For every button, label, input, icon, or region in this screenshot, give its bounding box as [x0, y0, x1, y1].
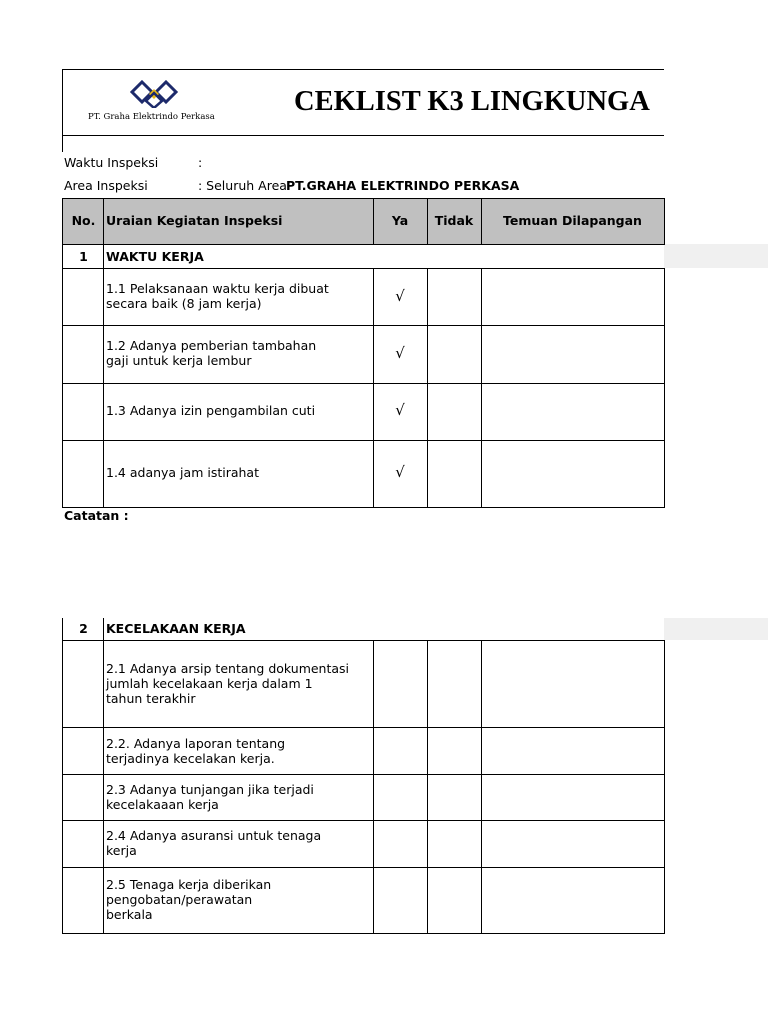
item-2-4-text: 2.4 Adanya asuransi untuk tenaga kerja [106, 828, 322, 858]
logo-diamonds-icon [130, 80, 180, 108]
grid-hline [62, 820, 665, 821]
grid-hline [62, 268, 665, 269]
company-logo [130, 80, 180, 108]
area-label: Area Inspeksi [64, 178, 148, 193]
header-temuan: Temuan Dilapangan [503, 213, 642, 228]
item-1-4-ya-check: √ [395, 463, 405, 481]
grid-vline [103, 618, 104, 640]
grid-vline [62, 198, 63, 244]
header-no: No. [71, 213, 96, 228]
grid-vline [664, 198, 665, 244]
grid-vline [373, 268, 374, 507]
document-title: CEKLIST K3 LINGKUNGA [294, 86, 650, 117]
item-1-1-text: 1.1 Pelaksanaan waktu kerja dibuat secara baik (8 jam kerja) [106, 281, 329, 311]
header-top-border [62, 69, 664, 70]
grid-vline [427, 640, 428, 933]
catatan-label: Catatan : [64, 508, 129, 523]
grid-hline [62, 727, 665, 728]
item-1-2-ya-check: √ [395, 344, 405, 362]
area-prefix: : Seluruh Area [198, 178, 287, 193]
item-2-5-text: 2.5 Tenaga kerja diberikan pengobatan/perawatan berkala [106, 877, 272, 922]
item-1-4-text: 1.4 adanya jam istirahat [106, 465, 259, 480]
grid-vline [481, 268, 482, 507]
section-2-row-bg [664, 618, 768, 640]
grid-vline [427, 268, 428, 507]
grid-hline [62, 383, 665, 384]
grid-hline [62, 507, 665, 508]
header-ya: Ya [391, 213, 409, 228]
item-1-1-ya-check: √ [395, 287, 405, 305]
grid-vline [103, 198, 104, 244]
grid-hline [62, 244, 665, 245]
company-name: PT. Graha Elektrindo Perkasa [88, 112, 215, 122]
header-uraian: Uraian Kegiatan Inspeksi [106, 213, 283, 228]
grid-hline [62, 198, 665, 199]
item-1-2-text: 1.2 Adanya pemberian tambahan gaji untuk kerja lembur [106, 338, 317, 368]
section-2-no: 2 [79, 621, 88, 636]
section-1-title: WAKTU KERJA [106, 249, 204, 264]
grid-vline [664, 268, 665, 507]
waktu-colon: : [198, 155, 203, 170]
header-left-border [62, 69, 63, 152]
header-bottom-border [62, 135, 664, 136]
grid-vline [103, 640, 104, 933]
grid-vline [481, 640, 482, 933]
grid-hline [62, 933, 665, 934]
grid-vline [62, 618, 63, 640]
grid-vline [373, 198, 374, 244]
header-tidak: Tidak [434, 213, 474, 228]
grid-hline [62, 640, 665, 641]
grid-hline [62, 325, 665, 326]
grid-vline [103, 244, 104, 268]
grid-vline [427, 198, 428, 244]
grid-hline [62, 440, 665, 441]
grid-vline [664, 640, 665, 933]
item-1-3-text: 1.3 Adanya izin pengambilan cuti [106, 403, 316, 418]
grid-hline [62, 774, 665, 775]
item-1-3-ya-check: √ [395, 401, 405, 419]
grid-vline [62, 268, 63, 507]
item-2-2-text: 2.2. Adanya laporan tentang terjadinya kecelakan kerja. [106, 736, 286, 766]
item-2-1-text: 2.1 Adanya arsip tentang dokumentasi jumlah kecelakaan kerja dalam 1 tahun terakhir [106, 661, 350, 706]
grid-vline [62, 640, 63, 933]
grid-vline [62, 244, 63, 268]
grid-vline [103, 268, 104, 507]
grid-vline [481, 198, 482, 244]
section-1-no: 1 [79, 249, 88, 264]
item-2-3-text: 2.3 Adanya tunjangan jika terjadi kecelakaaan kerja [106, 782, 314, 812]
area-value: PT.GRAHA ELEKTRINDO PERKASA [286, 178, 520, 193]
section-1-row-bg [664, 244, 768, 268]
section-2-title: KECELAKAAN KERJA [106, 621, 246, 636]
grid-vline [373, 640, 374, 933]
grid-hline [62, 867, 665, 868]
waktu-label: Waktu Inspeksi [64, 155, 159, 170]
